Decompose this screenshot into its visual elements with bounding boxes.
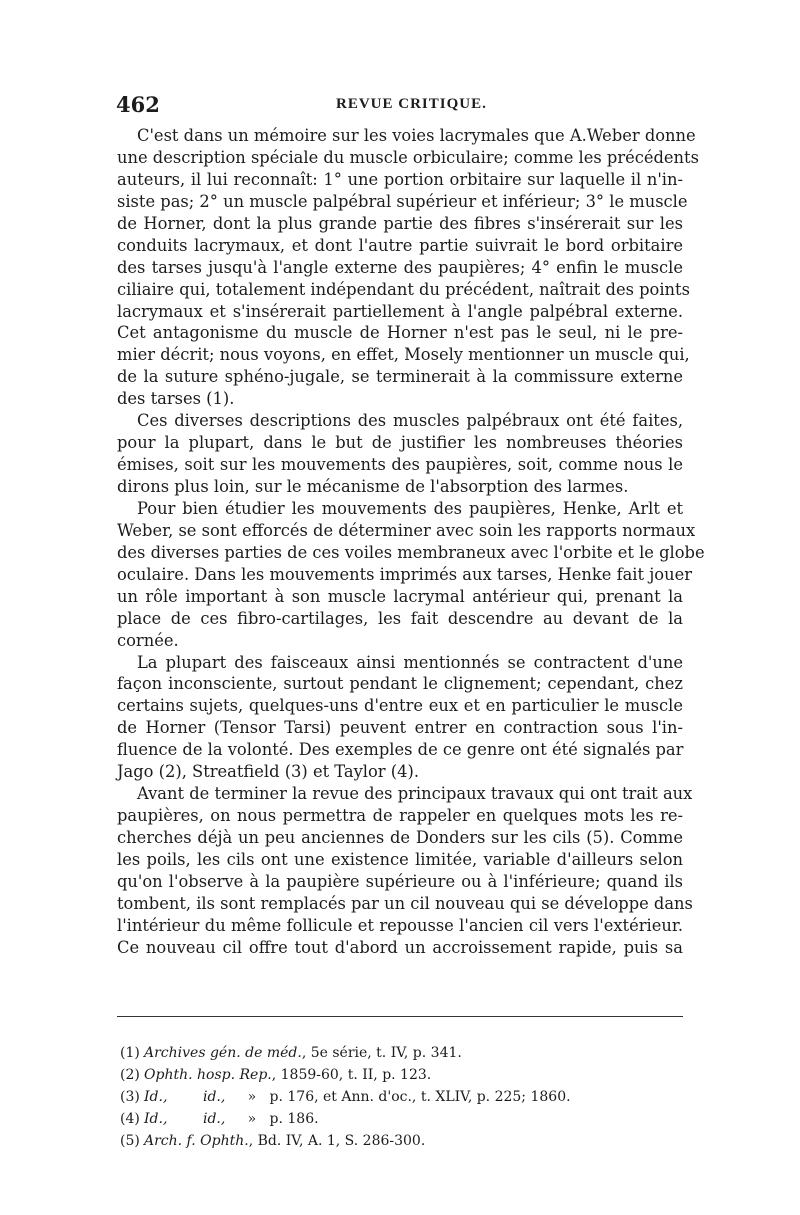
footnote-reference: » p. 176, et Ann. d'oc., t. XLIV, p. 225; 1860.	[225, 1089, 571, 1105]
footnote-number: (5)	[120, 1133, 140, 1149]
footnote-source-title: Id., id.,	[144, 1111, 226, 1127]
text-line: un rôle important à son muscle lacrymal antérieur qui, prenant la	[117, 586, 683, 606]
text-line: de Horner, dont la plus grande partie des fibres s'insérerait sur les	[117, 213, 683, 233]
text-line: des tarses jusqu'à l'angle externe des paupières; 4° enfin le muscle	[117, 257, 683, 277]
text-line: Avant de terminer la revue des principaux travaux qui ont trait aux	[137, 784, 693, 804]
text-line: place de ces fibro-cartilages, les fait descendre au devant de la	[117, 608, 683, 628]
text-line: des diverses parties de ces voiles membraneux avec l'orbite et le globe	[117, 542, 705, 562]
text-line: façon inconsciente, surtout pendant le clignement; cependant, chez	[117, 674, 683, 694]
text-line: siste pas; 2° un muscle palpébral supérieur et inférieur; 3° le muscle	[117, 191, 688, 211]
page-header	[116, 92, 686, 122]
footnote-reference: , 1859-60, t. II, p. 123.	[271, 1067, 432, 1083]
footnote	[120, 1130, 680, 1152]
text-line: qu'on l'observe à la paupière supérieure ou à l'inférieure; quand ils	[117, 871, 683, 891]
text-line: émises, soit sur les mouvements des paupières, soit, comme nous le	[117, 455, 683, 475]
text-line: ciliaire qui, totalement indépendant du précédent, naîtrait des points	[117, 279, 690, 299]
footnote-reference: » p. 186.	[225, 1111, 319, 1127]
text-line: fluence de la volonté. Des exemples de ce genre ont été signalés par	[117, 740, 684, 760]
text-line: Cet antagonisme du muscle de Horner n'est pas le seul, ni le pre-	[117, 323, 683, 343]
footnote	[120, 1108, 680, 1130]
text-line: Weber, se sont efforcés de déterminer avec soin les rapports normaux	[117, 520, 696, 540]
text-line: C'est dans un mémoire sur les voies lacrymales que A.Weber donne	[137, 126, 696, 145]
footnote	[120, 1042, 680, 1064]
text-line: Ce nouveau cil offre tout d'abord un accroissement rapide, puis sa	[117, 937, 683, 957]
running-title: REVUE CRITIQUE.	[336, 96, 487, 112]
footnote-reference: , Bd. IV, A. 1, S. 286-300.	[248, 1133, 426, 1149]
text-line: pour la plupart, dans le but de justifier les nombreuses théories	[117, 433, 683, 453]
body-text	[117, 125, 705, 959]
text-line: cherches déjà un peu anciennes de Donders sur les cils (5). Comme	[117, 828, 683, 847]
text-line: tombent, ils sont remplacés par un cil nouveau qui se développe dans	[117, 893, 693, 913]
text-line: paupières, on nous permettra de rappeler en quelques mots les re-	[117, 806, 683, 826]
text-line: Jago (2), Streatfield (3) et Taylor (4).	[117, 762, 420, 782]
footnote-divider	[117, 1016, 683, 1017]
page-number: 462	[116, 92, 160, 117]
text-line: une description spéciale du muscle orbiculaire; comme les précédents	[117, 147, 699, 167]
footnote-number: (3)	[120, 1089, 140, 1105]
footnote-source-title: Ophth. hosp. Rep.	[144, 1067, 272, 1083]
footnote-number: (1)	[120, 1045, 140, 1061]
text-line: auteurs, il lui reconnaît: 1° une portion orbitaire sur laquelle il n'in-	[117, 169, 683, 189]
text-line: certains sujets, quelques-uns d'entre eux et en particulier le muscle	[117, 696, 683, 716]
footnote-source-title: Archives gén. de méd.	[144, 1045, 302, 1061]
text-line: conduits lacrymaux, et dont l'autre partie suivrait le bord orbitaire	[117, 235, 683, 255]
text-line: mier décrit; nous voyons, en effet, Mosely mentionner un muscle qui,	[117, 345, 690, 365]
footnote	[120, 1086, 680, 1108]
text-line: de Horner (Tensor Tarsi) peuvent entrer en contraction sous l'in-	[117, 718, 683, 738]
footnote-reference: , 5e série, t. IV, p. 341.	[301, 1045, 462, 1061]
footnote-number: (2)	[120, 1067, 140, 1083]
text-line: oculaire. Dans les mouvements imprimés aux tarses, Henke fait jouer	[117, 564, 692, 584]
footnote-source-title: Id., id.,	[144, 1089, 226, 1105]
text-line: de la suture sphéno-jugale, se terminerait à la commissure externe	[117, 367, 683, 387]
text-line: Ces diverses descriptions des muscles palpébraux ont été faites,	[137, 411, 683, 431]
text-line: les poils, les cils ont une existence limitée, variable d'ailleurs selon	[117, 849, 683, 869]
text-line: l'intérieur du même follicule et repousse l'ancien cil vers l'extérieur.	[117, 915, 683, 935]
text-line: des tarses (1).	[117, 389, 235, 409]
footnotes	[120, 1042, 680, 1152]
footnote	[120, 1064, 680, 1086]
text-line: cornée.	[117, 630, 179, 650]
footnote-number: (4)	[120, 1111, 140, 1127]
text-line: lacrymaux et s'insérerait partiellement à l'angle palpébral externe.	[117, 301, 683, 321]
footnote-source-title: Arch. f. Ophth.	[144, 1133, 249, 1149]
text-line: Pour bien étudier les mouvements des paupières, Henke, Arlt et	[137, 498, 683, 518]
text-line: La plupart des faisceaux ainsi mentionnés se contractent d'une	[137, 652, 683, 672]
text-line: dirons plus loin, sur le mécanisme de l'absorption des larmes.	[117, 477, 629, 496]
